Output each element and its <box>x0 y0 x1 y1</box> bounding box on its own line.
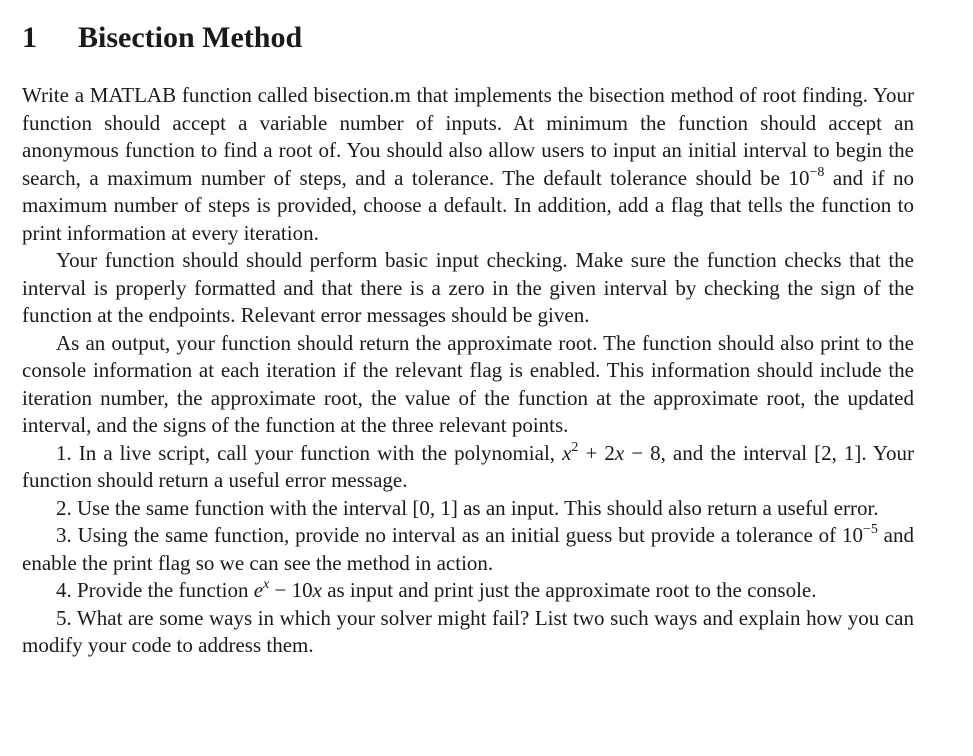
list-item-4 <box>22 577 914 605</box>
intro-paragraph <box>22 82 914 247</box>
polynomial-expression <box>562 441 624 465</box>
list-item-1-suffix: . Your function should return a useful error message. <box>22 440 914 492</box>
list-item-4-suffix: as input and print just the approximate root to the console. <box>321 578 817 602</box>
exp-var-x: x <box>312 578 322 602</box>
list-item-5: 5. What are some ways in which your solver might fail? List two such ways and explain how you can modify your code to address them. <box>22 605 914 657</box>
interval-0-1: [0, 1] <box>412 495 458 520</box>
list-item-1-prefix: 1. In a live script, call your function with the polynomial, <box>56 440 563 465</box>
tolerance-value <box>842 523 878 547</box>
interval-2-1: [2, 1] <box>814 440 862 465</box>
poly-mid: + 2 <box>578 440 615 465</box>
list-item-3-suffix: and enable the print flag so we can see the method in action. <box>22 523 914 575</box>
intro-text-part2: and if no maximum number of steps is provided, choose a default. In addition, add a flag that tells the function to print information at every iteration. <box>22 165 914 245</box>
poly-var-x2: x <box>614 440 625 465</box>
exp-power-x: x <box>263 577 270 592</box>
default-tolerance-exponent: −8 <box>809 164 825 180</box>
input-checking-paragraph: Your function should should perform basic input checking. Make sure the function checks that the interval is properly formatted and that there is a zero in the given interval by checking the sign of the function at the endpoints. Relevant error messages should be given. <box>22 248 914 327</box>
output-paragraph: As an output, your function should return the approximate root. The function should also print to the console information at each iteration if the relevant flag is enabled. This information should include the iteration number, the approximate root, the value of the function at the approximate root, the updated interval, and the signs of the function at the three relevant points. <box>22 330 914 437</box>
list-item-3 <box>22 522 914 577</box>
list-item-1 <box>22 440 914 495</box>
default-tolerance-base: 10 <box>788 165 810 190</box>
list-item-1-tail: − 8, and the interval <box>624 440 815 465</box>
exp-base-e: e <box>253 578 264 602</box>
list-item-2-prefix: 2. Use the same function with the interval <box>56 495 413 520</box>
section-number: 1 <box>22 21 37 54</box>
list-item-4-prefix: 4. Provide the function <box>56 578 254 602</box>
poly-exp-2: 2 <box>571 439 579 455</box>
list-item-3-prefix: 3. Using the same function, provide no interval as an initial guess but provide a tolerance of <box>56 523 842 547</box>
tolerance-exponent: −5 <box>862 522 878 537</box>
document-page <box>22 18 914 660</box>
intro-text-part1: Write a MATLAB function called bisection.m that implements the bisection method of root finding. Your function should accept a variable number of inputs. At minimum the function should accept an anonymous function to find a root of. You should also allow users to input an initial interval to begin the search, a maximum number of steps, and a tolerance. The default tolerance should be <box>22 83 914 190</box>
tolerance-base: 10 <box>841 523 863 547</box>
list-item-2-suffix: as an input. This should also return a useful error. <box>457 495 879 520</box>
poly-var-x: x <box>562 440 572 465</box>
default-tolerance <box>788 166 824 190</box>
section-title: Bisection Method <box>78 21 303 54</box>
section-heading <box>22 18 914 58</box>
exponential-expression <box>254 578 322 602</box>
list-item-2 <box>22 495 914 523</box>
exp-mid: − 10 <box>269 578 313 602</box>
